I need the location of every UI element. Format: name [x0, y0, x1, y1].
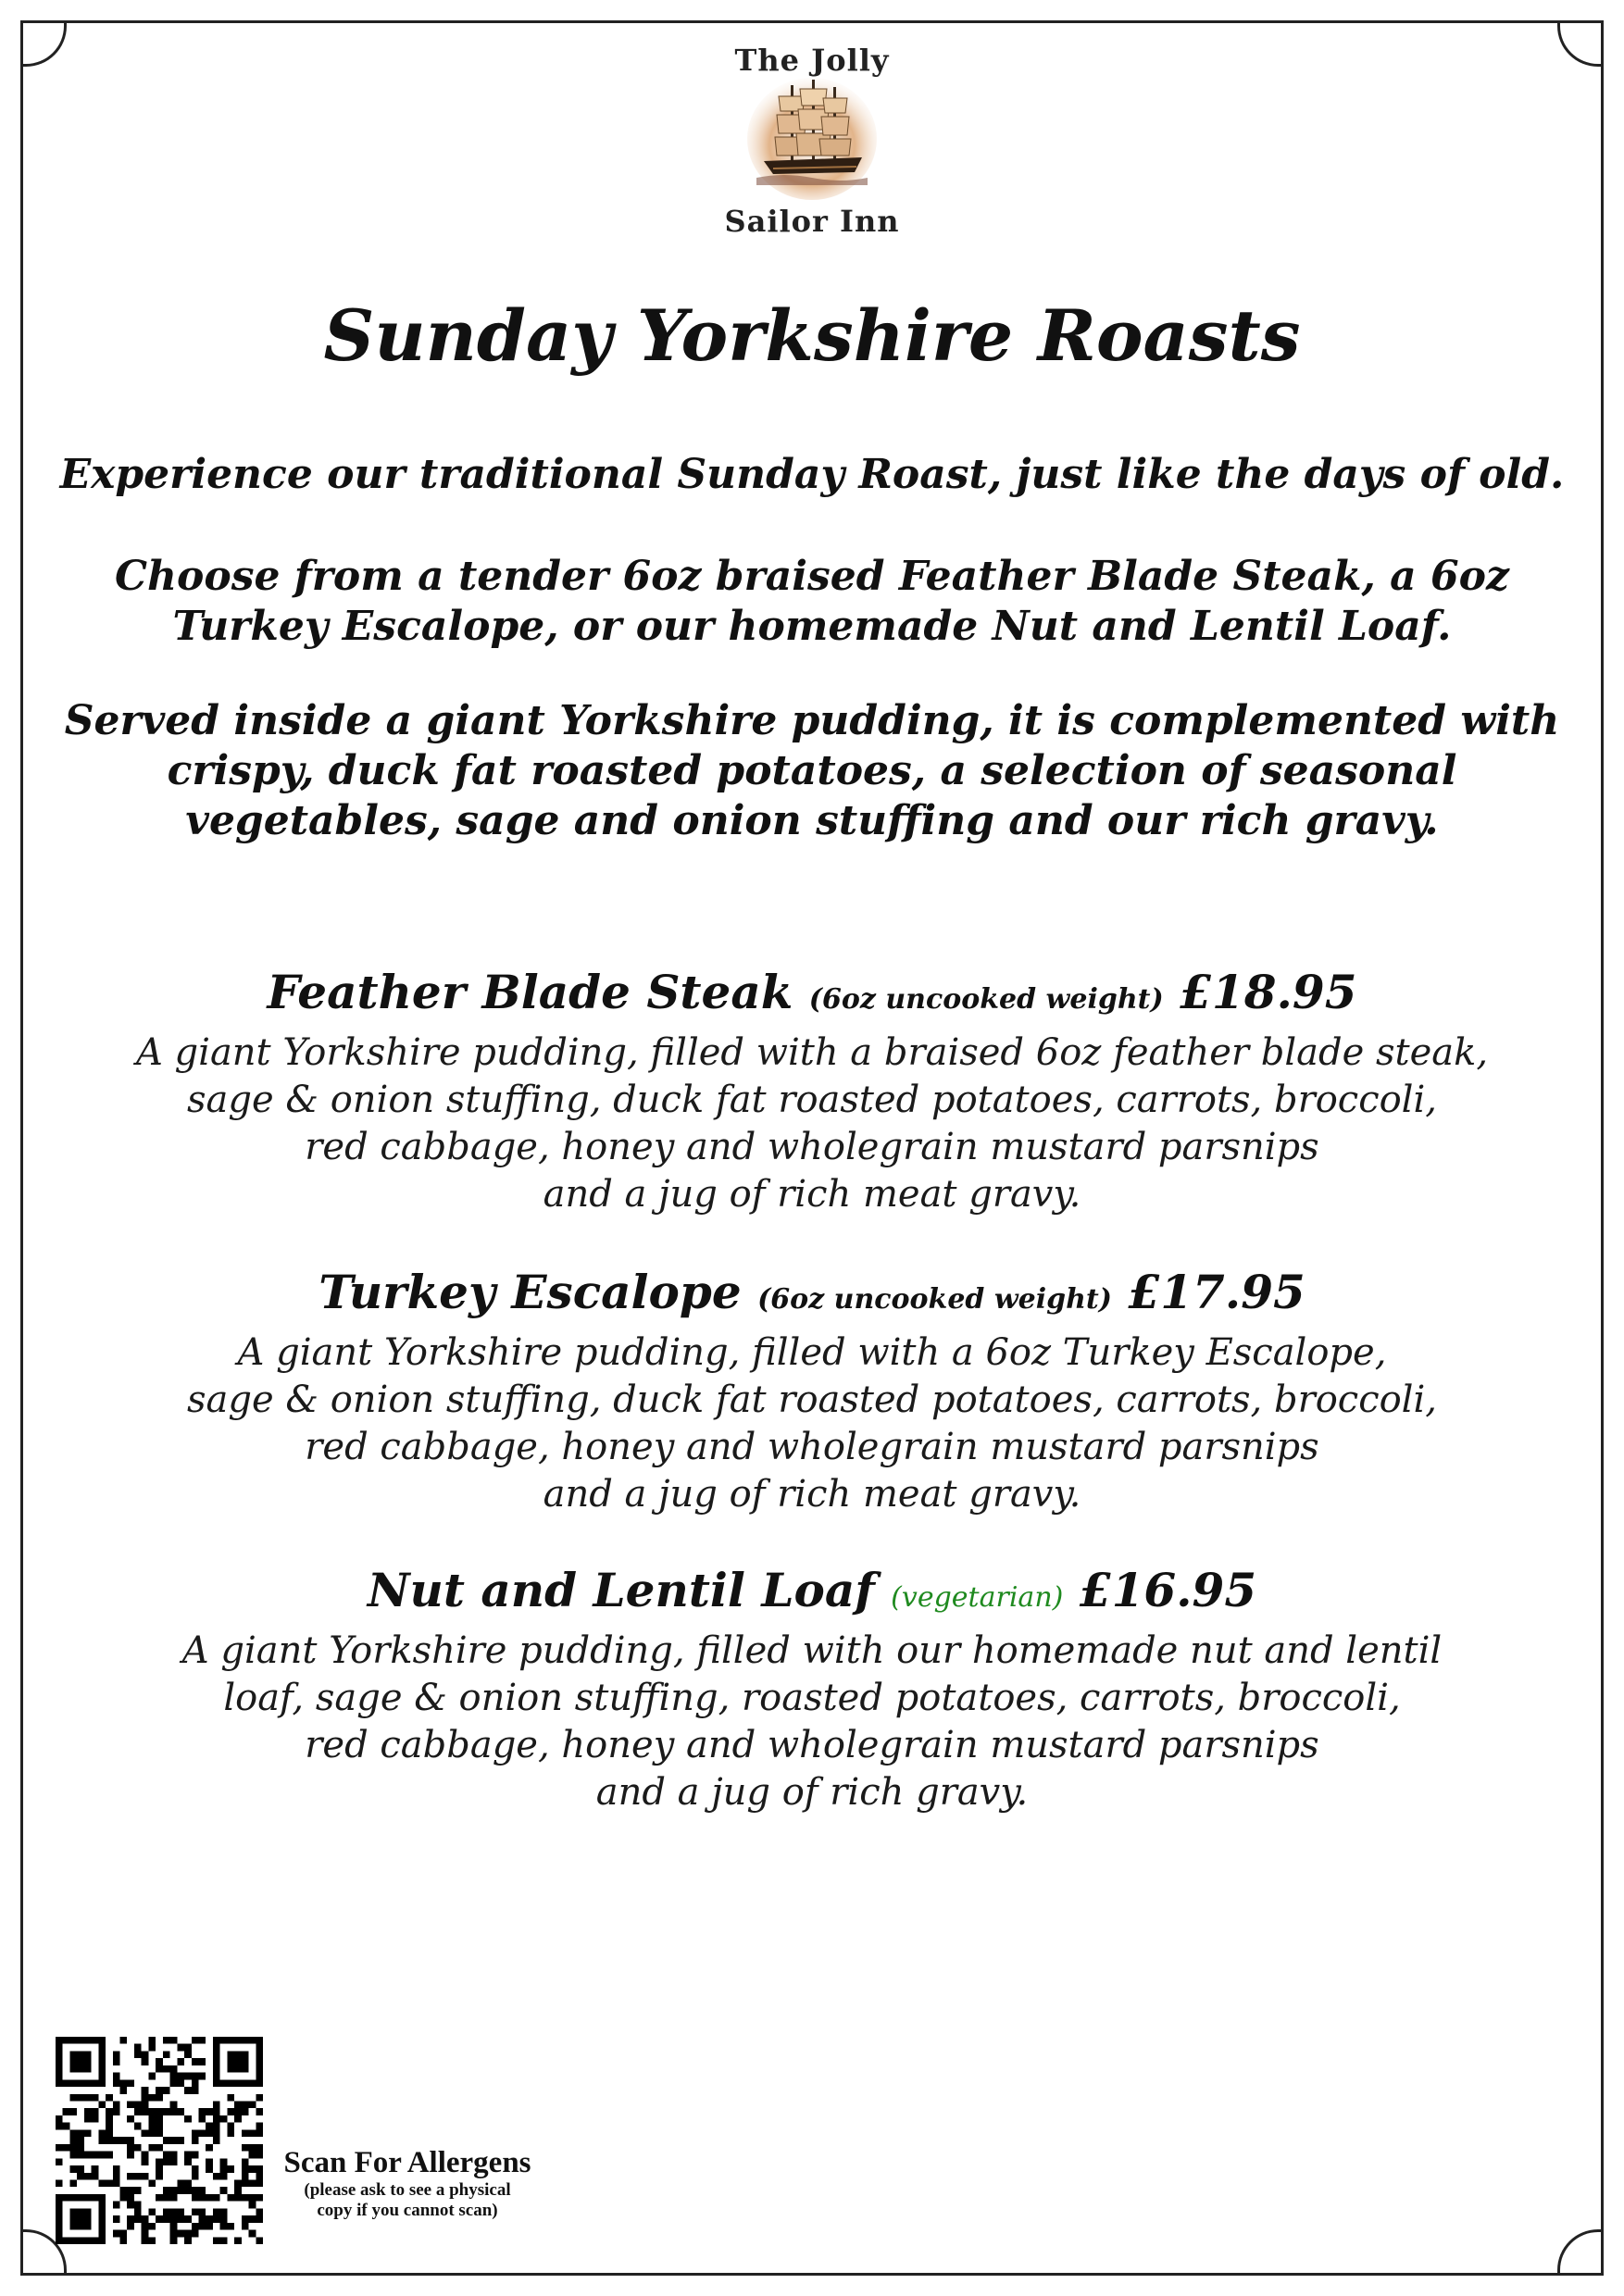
intro-line: vegetables, sage and onion stuffing and our rich gravy. — [185, 797, 1439, 844]
logo-top-text: The Jolly — [734, 43, 890, 78]
dish-price: £16.95 — [1079, 1563, 1257, 1617]
allergen-title: Scan For Allergens — [283, 2146, 531, 2179]
allergen-notice — [273, 2146, 542, 2221]
dish-name: Turkey Escalope — [319, 1265, 742, 1319]
menu-title: Sunday Yorkshire Roasts — [323, 294, 1301, 377]
vegetarian-note — [891, 1581, 1063, 1614]
sailing-ship-icon — [747, 76, 877, 202]
dish-description — [37, 1029, 1587, 1218]
dish-heading — [37, 1561, 1587, 1628]
description-line: and a jug of rich meat gravy. — [543, 1473, 1081, 1516]
note-bracket-close: ) — [1052, 1581, 1064, 1614]
intro-line: crispy, duck fat roasted potatoes, a selection of seasonal — [167, 747, 1457, 794]
intro-line: Experience our traditional Sunday Roast, just like the days of old. — [59, 451, 1565, 498]
allergen-subtext: copy if you cannot scan) — [317, 2201, 498, 2220]
vegetarian-label: vegetarian — [901, 1581, 1053, 1614]
border-corner — [1557, 23, 1601, 67]
description-line: sage & onion stuffing, duck fat roasted potatoes, carrots, broccoli, — [187, 1379, 1437, 1421]
description-line: red cabbage, honey and wholegrain mustard parsnips — [305, 1126, 1319, 1168]
description-line: loaf, sage & onion stuffing, roasted potatoes, carrots, broccoli, — [223, 1677, 1401, 1719]
intro-line: Choose from a tender 6oz braised Feather Blade Steak, a 6oz — [115, 553, 1509, 600]
description-line: A giant Yorkshire pudding, filled with our homemade nut and lentil — [181, 1629, 1443, 1672]
dish-heading — [37, 963, 1587, 1029]
description-line: and a jug of rich gravy. — [595, 1771, 1029, 1814]
dish-feather-blade-steak — [37, 963, 1587, 1218]
dish-nut-lentil-loaf — [37, 1561, 1587, 1816]
intro-line: Served inside a giant Yorkshire pudding, it is complemented with — [64, 697, 1560, 744]
dish-description — [37, 1628, 1587, 1816]
dish-name: Feather Blade Steak — [267, 965, 793, 1019]
dish-name: Nut and Lentil Loaf — [367, 1563, 875, 1617]
border-corner — [23, 23, 67, 67]
dish-price: £18.95 — [1180, 965, 1357, 1019]
intro-line: Turkey Escalope, or our homemade Nut and Lentil Loaf. — [172, 603, 1452, 650]
description-line: and a jug of rich meat gravy. — [543, 1173, 1081, 1216]
dish-note: (6oz uncooked weight) — [808, 983, 1164, 1016]
intro-paragraph-3 — [37, 696, 1587, 846]
allergen-subtext: (please ask to see a physical — [304, 2180, 511, 2200]
dish-turkey-escalope — [37, 1263, 1587, 1518]
border-corner — [1557, 2229, 1601, 2273]
intro-paragraph-2 — [37, 552, 1587, 652]
intro-paragraph-1 — [37, 450, 1587, 500]
logo-bottom-text: Sailor Inn — [724, 204, 900, 239]
qr-code-icon[interactable] — [56, 2037, 263, 2244]
description-line: A giant Yorkshire pudding, filled with a braised 6oz feather blade steak, — [135, 1031, 1489, 1074]
dish-heading — [37, 1263, 1587, 1329]
description-line: red cabbage, honey and wholegrain mustard parsnips — [305, 1724, 1319, 1766]
dish-price: £17.95 — [1128, 1265, 1305, 1319]
pub-logo — [713, 37, 911, 241]
description-line: A giant Yorkshire pudding, filled with a 6oz Turkey Escalope, — [237, 1331, 1387, 1374]
note-bracket-open: ( — [891, 1581, 902, 1614]
dish-description — [37, 1329, 1587, 1518]
description-line: red cabbage, honey and wholegrain mustard parsnips — [305, 1426, 1319, 1468]
description-line: sage & onion stuffing, duck fat roasted potatoes, carrots, broccoli, — [187, 1079, 1437, 1121]
dish-note: (6oz uncooked weight) — [757, 1283, 1112, 1316]
